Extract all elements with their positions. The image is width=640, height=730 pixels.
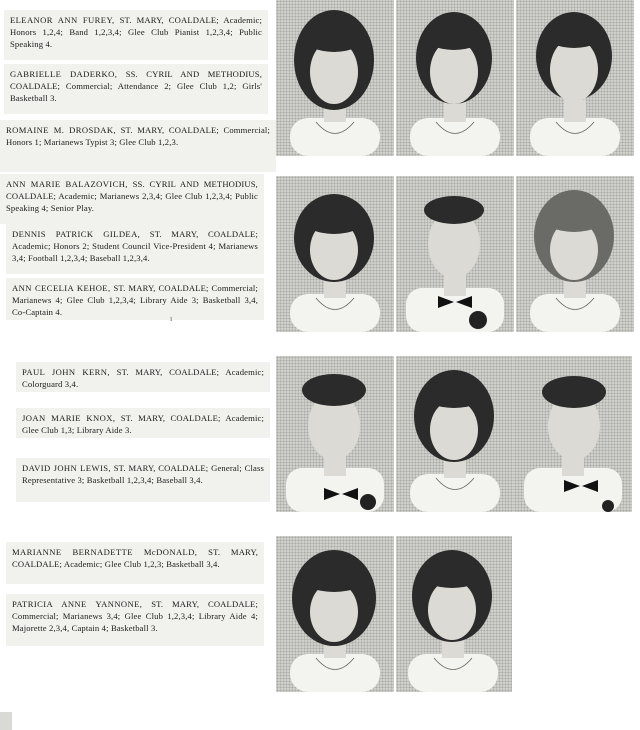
bio-entry xyxy=(12,598,258,635)
bio-entry xyxy=(12,546,258,570)
student-name: DENNIS PATRICK GILDEA, xyxy=(12,229,141,239)
student-details: ST. MARY, COALDALE; Academic; Glee Club 1,3; Library Aide 3. xyxy=(22,413,264,436)
bio-entry xyxy=(6,178,258,215)
student-name: PAUL JOHN KERN, xyxy=(22,367,110,377)
portrait-girl xyxy=(276,176,394,332)
portrait-photo xyxy=(516,176,634,332)
student-details: SS. CYRIL AND METHODIUS, COALDALE; Academic; Marianews 2,3,4; Glee Club 1,2,3,4; Public Speaking 4; Senior Play. xyxy=(6,179,258,214)
bio-block-2 xyxy=(4,64,268,114)
student-details: ST. MARY, COALDALE; Academic; Honors 2; Student Council Vice-President 4; Marianews 3,4; Football 1,2,3,4; Baseball 1,2,3,4. xyxy=(12,229,258,264)
bio-entry xyxy=(6,124,270,148)
bio-entry xyxy=(22,462,264,486)
portrait-photo xyxy=(276,176,394,332)
portrait-girl xyxy=(276,0,394,156)
portrait-photo xyxy=(396,356,514,512)
student-name: PATRICIA ANNE YANNONE, xyxy=(12,599,143,609)
bio-block-3 xyxy=(0,120,276,172)
portrait-photo xyxy=(514,356,632,512)
bio-block-1 xyxy=(4,10,268,60)
student-name: ROMAINE M. DROSDAK, xyxy=(6,125,117,135)
portrait-photo xyxy=(396,176,514,332)
portrait-photo xyxy=(276,536,394,692)
student-details: ST. MARY, COALDALE; Commercial; Marianews 3,4; Glee Club 1,2,3,4; Library Aide 4; Majorette 2,3,4, Captain 4; Basketball 3. xyxy=(12,599,258,634)
portrait-girl xyxy=(276,536,394,692)
student-name: ANN CECELIA KEHOE, xyxy=(12,283,111,293)
student-details: ST. MARY, COALDALE; General; Class Representative 3; Basketball 1,2,3,4; Baseball 3,4. xyxy=(22,463,264,486)
bio-block-6 xyxy=(6,278,264,320)
portrait-girl xyxy=(516,0,634,156)
bio-entry xyxy=(10,14,262,51)
student-name: ELEANOR ANN FUREY, xyxy=(10,15,115,25)
portrait-boy xyxy=(276,356,394,512)
student-name: DAVID JOHN LEWIS, xyxy=(22,463,111,473)
bio-block-4 xyxy=(0,174,264,224)
bio-block-5 xyxy=(6,224,264,274)
portrait-photo xyxy=(396,536,512,692)
student-name: JOAN MARIE KNOX, xyxy=(22,413,116,423)
bio-block-11 xyxy=(6,594,264,646)
student-details: ST. MARY, COALDALE; Academic; Honors 1,2,4; Band 1,2,3,4; Glee Club Pianist 1,2,3,4; Public Speaking 4. xyxy=(10,15,263,50)
student-details: ST. MARY, COALDALE; Commercial; Honors 1; Marianews Typist 3; Glee Club 1,2,3. xyxy=(6,125,270,148)
student-details: ST. MARY, COALDALE; Academic; Colorguard 3,4. xyxy=(22,367,264,390)
bio-entry xyxy=(10,68,262,105)
bio-block-9 xyxy=(16,458,270,502)
portrait-photo xyxy=(276,356,394,512)
portrait-girl xyxy=(396,356,514,512)
bio-block-10 xyxy=(6,542,264,584)
portrait-boy xyxy=(396,176,514,332)
student-details: ST. MARY, COALDALE; Academic; Glee Club 1,2,3; Basketball 3,4. xyxy=(12,547,258,570)
student-details: SS. CYRIL AND METHODIUS, COALDALE; Commercial; Attendance 2; Glee Club 1,2; Girls' Basketball 3. xyxy=(10,69,262,104)
print-mark: ı xyxy=(170,314,173,323)
bio-entry xyxy=(22,412,264,436)
student-name: MARIANNE BERNADETTE McDONALD, xyxy=(12,547,198,557)
portrait-photo xyxy=(516,0,634,156)
portrait-boy xyxy=(514,356,632,512)
student-name: GABRIELLE DADERKO, xyxy=(10,69,118,79)
bio-block-7 xyxy=(16,362,270,392)
bio-entry xyxy=(22,366,264,390)
student-details: ST. MARY, COALDALE; Commercial; Marianews 4; Glee Club 1,2,3,4; Library Aide 3; Basketball 3,4, Co-Captain 4. xyxy=(12,283,259,318)
portrait-photo xyxy=(276,0,394,156)
student-name: ANN MARIE BALAZOVICH, xyxy=(6,179,128,189)
page-edge-mark xyxy=(0,712,12,730)
portrait-photo xyxy=(396,0,514,156)
portrait-girl xyxy=(396,0,514,156)
portrait-girl xyxy=(516,176,634,332)
portrait-girl xyxy=(396,536,512,692)
bio-entry xyxy=(12,282,258,319)
bio-block-8 xyxy=(16,408,270,438)
bio-entry xyxy=(12,228,258,265)
